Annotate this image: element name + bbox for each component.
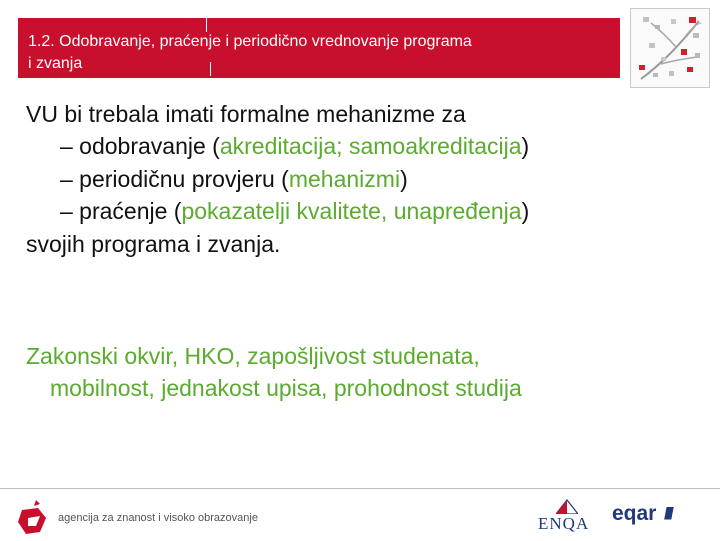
green-note-line-2: mobilnost, jednakost upisa, prohodnost studija: [50, 375, 522, 401]
item-suffix: ): [521, 133, 530, 160]
body-item-periodic-review: [26, 163, 706, 195]
azvo-logo-icon: [16, 500, 50, 536]
body-item-approval: [26, 130, 706, 162]
green-note-line-1: Zakonski okvir, HKO, zapošljivost studenata,: [26, 343, 480, 369]
slide-title-line-1: 1.2. Odobravanje, praćenje i periodično vrednovanje programa: [28, 33, 472, 50]
item-highlight: mehanizmi: [288, 165, 401, 192]
eqar-slashes: ////: [664, 504, 671, 523]
item-prefix: – periodičnu provjeru (: [60, 165, 289, 192]
item-prefix: – odobravanje (: [60, 133, 220, 160]
enqa-mark-icon: [556, 498, 578, 514]
item-highlight: pokazatelji kvalitete, unapređenja: [181, 198, 522, 225]
slide-body: [26, 98, 706, 260]
slide-title-bar: [18, 18, 620, 78]
item-suffix: ): [521, 198, 530, 225]
footer-divider: [0, 488, 720, 489]
body-item-monitoring: [26, 195, 706, 227]
slide-title-line-2: i zvanja: [28, 55, 83, 72]
title-tick-top: [206, 18, 207, 32]
body-intro: VU bi trebala imati formalne mehanizme za: [26, 101, 466, 127]
eqar-logo: eqar: [612, 502, 657, 525]
body-closing: svojih programa i zvanja.: [26, 230, 281, 257]
green-note: [26, 340, 706, 404]
tree-branch-logo-icon: [630, 8, 710, 88]
item-suffix: ): [400, 165, 408, 192]
enqa-logo: ENQA: [538, 514, 590, 533]
item-prefix: – praćenje (: [60, 198, 182, 225]
agency-name: agencija za znanost i visoko obrazovanje: [58, 512, 258, 524]
title-tick-bottom: [210, 62, 211, 76]
item-highlight: akreditacija; samoakreditacija: [219, 133, 522, 160]
